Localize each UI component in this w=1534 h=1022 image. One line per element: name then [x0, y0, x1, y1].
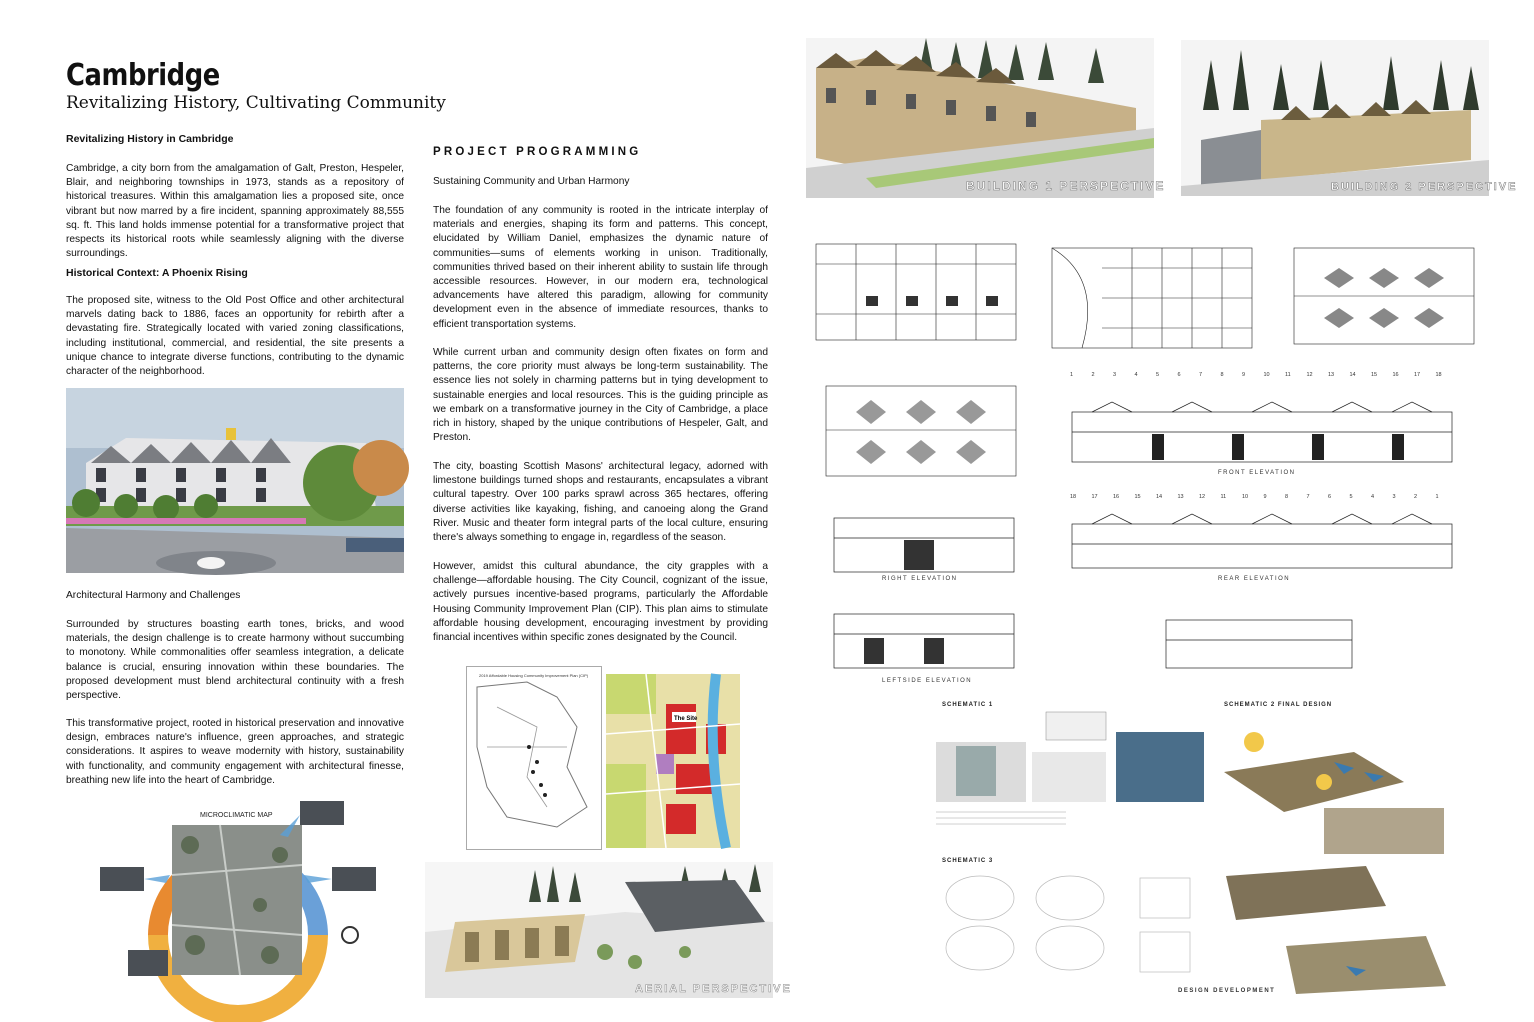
subhead-sustaining-community: Sustaining Community and Urban Harmony — [433, 176, 630, 187]
rear-grid-number: 7 — [1306, 494, 1310, 500]
paragraph-transformative-project: This transformative project, rooted in historical preservation and innovative design, embraces nature's influence, green approaches, and strategic considerations. It aspires to weave modernity with history, sustainability with functionality, and community engagement with architectural finesse, breathing new life into the heart of Cambridge. — [66, 718, 404, 786]
front-grid-number: 1 — [1070, 372, 1074, 378]
zoning-map — [606, 674, 740, 848]
schematic-2-sheet — [1224, 712, 1444, 854]
aerial-perspective-label: AERIAL PERSPECTIVE — [635, 983, 792, 995]
rear-grid-number: 12 — [1199, 494, 1206, 500]
rear-grid-number: 6 — [1328, 494, 1332, 500]
paragraph-affordable-housing: However, amidst this cultural abundance, the city grapples with a challenge—affordable housing. The City Council, cognizant of the issue, actively pursues incentive-based programs, particularly the Affordable Housing Community Improvement Plan (CIP). This plan aims to stimulate affordable housing development, encouraging investment by providing financial incentives within specific zones designated by the Council. — [433, 561, 768, 644]
rear-grid-number: 15 — [1134, 494, 1141, 500]
rear-grid-number: 9 — [1263, 494, 1267, 500]
right-elevation-label: RIGHT ELEVATION — [882, 576, 958, 582]
street-rendering-image — [66, 388, 404, 573]
front-grid-number: 17 — [1414, 372, 1421, 378]
rear-elevation-drawing — [1052, 494, 1464, 574]
heading-architectural-harmony: Architectural Harmony and Challenges — [66, 590, 241, 601]
paragraph-intro: Cambridge, a city born from the amalgamation of Galt, Preston, Hespeler, Blair, and neighboring townships in 1973, stands as a repository of historical treasures. Within this amalgamation lies a proposed site, once vibrant but now marred by a fire incident, spanning approximately 88,555 sq. ft. This land holds immense potential for a transformative project that respects its historical roots while seamlessly aligning with the diverse surroundings. — [66, 163, 404, 260]
roof-plan — [806, 372, 1024, 496]
front-grid-number: 14 — [1349, 372, 1356, 378]
front-grid-number: 2 — [1091, 372, 1095, 378]
rear-grid-number: 13 — [1177, 494, 1184, 500]
front-elevation-label: FRONT ELEVATION — [1218, 470, 1296, 476]
rear-grid-number: 11 — [1220, 494, 1227, 500]
rear-grid-number: 16 — [1113, 494, 1120, 500]
schematic-1-title: SCHEMATIC 1 — [942, 702, 994, 708]
heading-revitalizing-history: Revitalizing History in Cambridge — [66, 133, 234, 145]
schematic-2-title: SCHEMATIC 2 FINAL DESIGN — [1224, 702, 1333, 708]
front-grid-number: 8 — [1220, 372, 1224, 378]
aerial-perspective-image — [425, 862, 792, 998]
schematic-1-sheet — [936, 712, 1206, 842]
paragraph-historical-context: The proposed site, witness to the Old Post Office and other architectural marvels dating back to 1886, faces an opportunity for rebirth after a devastating fire. Strategically located with varied zoning classifications, including institutional, commercial, and residential, the site presents a unique chance to integrate diverse functions, contributing to the dynamic character of the neighborhood. — [66, 295, 404, 378]
front-grid-number: 15 — [1371, 372, 1378, 378]
cip-outline-map — [466, 666, 602, 850]
microclimatic-map-title: MICROCLIMATIC MAP — [200, 812, 273, 819]
rear-grid-number: 5 — [1349, 494, 1353, 500]
microclimatic-map — [100, 795, 376, 995]
building-1-perspective-label: BUILDING 1 PERSPECTIVE — [966, 179, 1166, 193]
front-grid-number: 7 — [1199, 372, 1203, 378]
design-development-label: DESIGN DEVELOPMENT — [1178, 988, 1276, 994]
floor-plan-3 — [1284, 238, 1484, 358]
rear-grid-number: 4 — [1371, 494, 1375, 500]
section-title-project-programming: PROJECT PROGRAMMING — [433, 146, 642, 158]
front-elevation-drawing — [1052, 372, 1464, 466]
rear-grid-number: 2 — [1414, 494, 1418, 500]
front-grid-number: 6 — [1177, 372, 1181, 378]
building-2-perspective — [1181, 40, 1518, 196]
rear-grid-number: 10 — [1242, 494, 1249, 500]
rear-grid-number: 14 — [1156, 494, 1163, 500]
building-2-perspective-label: BUILDING 2 PERSPECTIVE — [1331, 181, 1518, 193]
front-grid-number: 18 — [1435, 372, 1442, 378]
rear-grid-number: 18 — [1070, 494, 1077, 500]
schematic-3-sheet — [940, 868, 1210, 988]
paragraph-architectural-harmony: Surrounded by structures boasting earth tones, bricks, and wood materials, the design challenge is to create harmony without succumbing to monotony. While commonalities offer seamless integration, a delicate balance is crucial, ensuring innovation within these boundaries. The proposed development must blend architectural continuity with a fresh perspective. — [66, 619, 404, 702]
paragraph-scottish-masons: The city, boasting Scottish Masons' architectural legacy, adorned with limestone buildings turned shops and restaurants, encapsulates a vibrant cultural tapestry. Over 100 parks sprawl across 365 hectares, offering diverse activities like kayaking, fishing, and canoeing along the Grand River. Music and theater form integral parts of the local culture, ensuring there's always something to engage in, regardless of the season. — [433, 461, 768, 544]
page-subtitle: Revitalizing History, Cultivating Community — [66, 93, 446, 113]
paragraph-sustainability: While current urban and community design often fixates on form and patterns, the core priority must always be long-term sustainability. The essence lies not solely in charming patterns but in tying development to sustainable energies and local resources. This is the guiding principle as we embark on a transformative journey in the City of Cambridge, a place rich in history, shaped by the unique contributions of Hespeler, Galt, and Preston. — [433, 347, 768, 444]
floor-plan-2 — [1042, 238, 1260, 360]
final-design-sheet — [1226, 866, 1446, 994]
front-grid-number: 10 — [1263, 372, 1270, 378]
rear-grid-number: 17 — [1091, 494, 1098, 500]
rear-grid-number: 1 — [1435, 494, 1439, 500]
the-site-label: The Site — [674, 716, 698, 722]
right-elevation-drawing — [824, 504, 1024, 574]
rear-grid-number: 3 — [1392, 494, 1396, 500]
page-title: Cambridge — [66, 58, 220, 93]
schematic-3-title: SCHEMATIC 3 — [942, 858, 994, 864]
leftside-elevation-label: LEFTSIDE ELEVATION — [882, 678, 973, 684]
front-grid-number: 9 — [1242, 372, 1246, 378]
front-grid-number: 11 — [1285, 372, 1291, 378]
building-1-perspective — [806, 38, 1166, 198]
front-grid-number: 3 — [1113, 372, 1117, 378]
floor-plan-1 — [806, 234, 1024, 354]
front-grid-number: 12 — [1306, 372, 1313, 378]
rear-elevation-label: REAR ELEVATION — [1218, 576, 1291, 582]
front-grid-number: 16 — [1392, 372, 1399, 378]
rear-grid-number: 8 — [1285, 494, 1289, 500]
leftside-elevation-drawing — [824, 600, 1024, 670]
cip-map-title: 2019 Affordable Housing Community Improvement Plan (CIP) — [479, 673, 589, 678]
heading-historical-context: Historical Context: A Phoenix Rising — [66, 267, 248, 279]
front-grid-number: 13 — [1328, 372, 1335, 378]
front-grid-number: 5 — [1156, 372, 1160, 378]
side-elevation-drawing — [1156, 600, 1362, 670]
front-grid-number: 4 — [1134, 372, 1138, 378]
paragraph-foundation: The foundation of any community is rooted in the intricate interplay of materials and energies, shaping its form and patterns. This concept, elucidated by William Daniel, emphasizes the dynamic nature of communities—sums of elements working in unison. Traditionally, communities thrived based on their inherent ability to sustain life through accessible resources. However, in our modern era, technological advancements have altered this paradigm, allowing for community development even in the absence of immediate resources, thanks to efficient transportation systems. — [433, 205, 768, 330]
